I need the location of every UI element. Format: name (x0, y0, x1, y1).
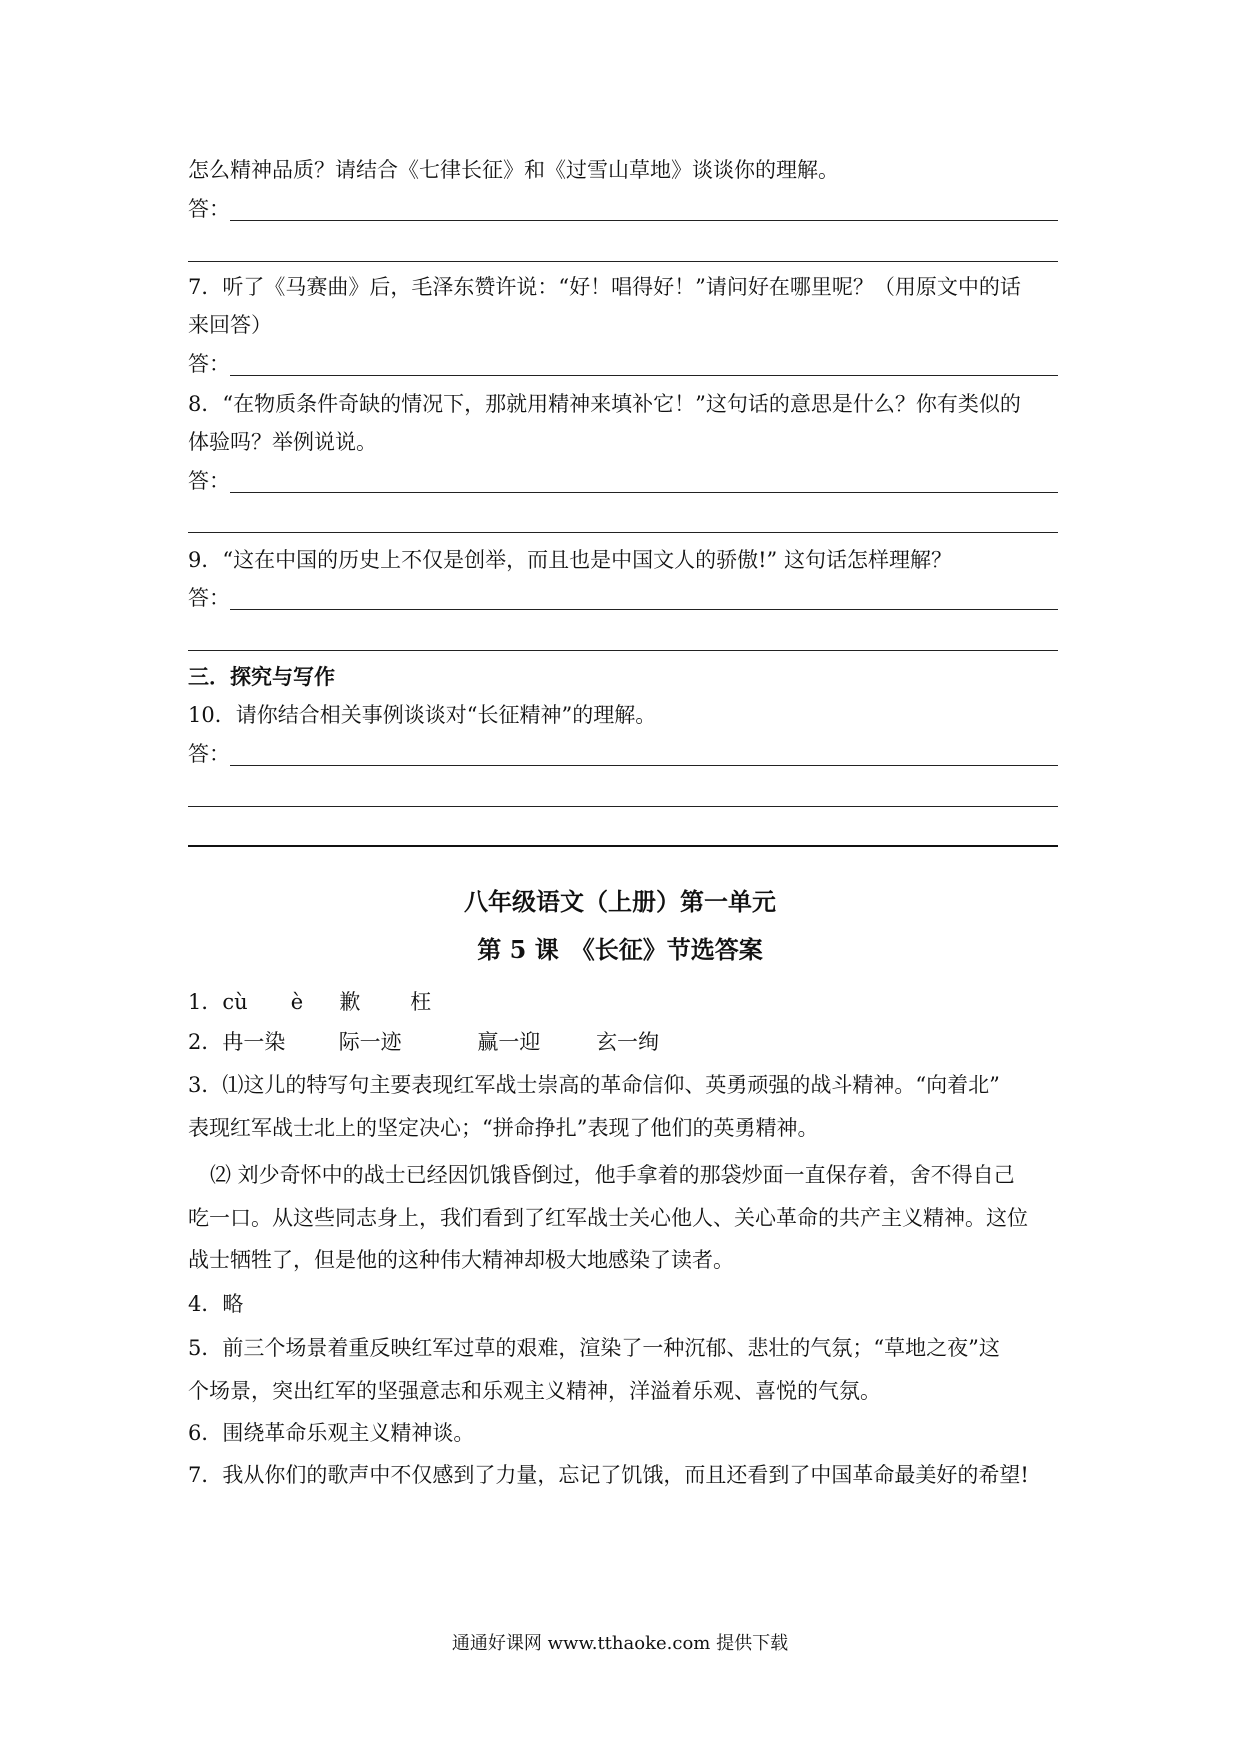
answer-2-item: 赢一迎 (477, 1030, 541, 1054)
answer-line (230, 375, 1058, 376)
answer-line (230, 765, 1058, 766)
answer-1-item: è (290, 990, 304, 1014)
answer-1-item: 歉 (339, 990, 361, 1014)
q10-text: 10．请你结合相关事例谈谈对“长征精神”的理解。 (188, 703, 657, 727)
answer-line (230, 492, 1058, 493)
answer-1 (188, 988, 1058, 1016)
answer-3-line2: 表现红军战士北上的坚定决心；“拼命挣扎”表现了他们的英勇精神。 (188, 1116, 819, 1140)
answer-label: 答： (188, 352, 230, 376)
answer-3-2-line3: 战士牺牲了，但是他的这种伟大精神却极大地感染了读者。 (188, 1248, 734, 1272)
answer-4: 4．略 (188, 1292, 244, 1316)
answer-blank-line (188, 806, 1058, 807)
section-divider (188, 845, 1058, 847)
answer-2-item: 际一迹 (338, 1030, 402, 1054)
answer-line (230, 609, 1058, 610)
answer-5-line1: 5．前三个场景着重反映红军过草的艰难，渲染了一种沉郁、悲壮的气氛；“草地之夜”这 (188, 1336, 1000, 1360)
answer-7: 7．我从你们的歌声中不仅感到了力量，忘记了饥饿，而且还看到了中国革命最美好的希望! (188, 1463, 1029, 1487)
q9-text: 9．“这在中国的历史上不仅是创举，而且也是中国文人的骄傲!” 这句话怎样理解？ (188, 548, 952, 572)
answer-label: 答： (188, 197, 230, 221)
answer-1-item: 枉 (410, 990, 432, 1014)
q9-answer-row (188, 584, 1058, 612)
answer-label: 答： (188, 586, 230, 610)
q7-text-line1: 7．听了《马赛曲》后，毛泽东赞许说：“好！唱得好！”请问好在哪里呢？（用原文中的话 (188, 275, 1021, 299)
answer-blank-line (188, 261, 1058, 262)
answer-blank-line (188, 650, 1058, 651)
q7-answer-row (188, 350, 1058, 378)
answer-line (230, 220, 1058, 221)
q7-text-line2: 来回答） (188, 313, 272, 337)
answer-2 (188, 1028, 1058, 1056)
q8-answer-row (188, 467, 1058, 495)
answer-1-item: 1．cù (188, 990, 248, 1014)
q6-continuation: 怎么精神品质？请结合《七律长征》和《过雪山草地》谈谈你的理解。 (188, 158, 839, 182)
answer-5-line2: 个场景，突出红军的坚强意志和乐观主义精神，洋溢着乐观、喜悦的气氛。 (188, 1379, 881, 1403)
answer-6: 6．围绕革命乐观主义精神谈。 (188, 1421, 475, 1445)
q10-answer-row (188, 740, 1058, 768)
answer-3-line1: 3．⑴这儿的特写句主要表现红军战士崇高的革命信仰、英勇顽强的战斗精神。“向着北” (188, 1073, 1000, 1097)
q6-answer-row (188, 195, 1058, 223)
answer-blank-line (188, 532, 1058, 533)
answer-2-item: 玄一绚 (596, 1030, 660, 1054)
q8-text-line2: 体验吗？举例说说。 (188, 430, 377, 454)
answer-key-subtitle: 第 5 课 《长征》节选答案 (477, 935, 763, 964)
answer-label: 答： (188, 469, 230, 493)
answer-key-title: 八年级语文（上册）第一单元 (464, 887, 776, 916)
answer-label: 答： (188, 742, 230, 766)
answer-3-2-line2: 吃一口。从这些同志身上，我们看到了红军战士关心他人、关心革命的共产主义精神。这位 (188, 1206, 1028, 1230)
answer-2-item: 2．冉一染 (188, 1030, 286, 1054)
section3-heading: 三．探究与写作 (188, 664, 335, 689)
answer-3-2-line1: ⑵ 刘少奇怀中的战士已经因饥饿昏倒过，他手拿着的那袋炒面一直保存着，舍不得自己 (210, 1163, 1015, 1187)
page-footer: 通通好课网 www.tthaoke.com 提供下载 (451, 1633, 789, 1654)
q8-text-line1: 8．“在物质条件奇缺的情况下，那就用精神来填补它！”这句话的意思是什么？你有类似的 (188, 392, 1021, 416)
